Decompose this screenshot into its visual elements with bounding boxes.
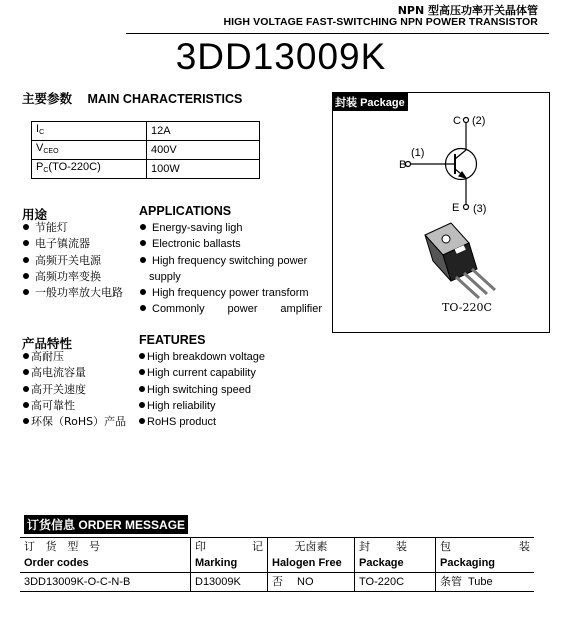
table-row	[32, 160, 260, 179]
list-item: 环保（RoHS）产品	[23, 414, 126, 430]
bullet-icon	[23, 289, 29, 295]
order-message-label: 订货信息 ORDER MESSAGE	[24, 515, 188, 534]
list-item: Electronic ballasts	[140, 236, 322, 252]
list-item: 高电流容量	[23, 365, 126, 381]
list-item: High current capability	[139, 365, 265, 381]
header-package-cn: 封 装	[355, 538, 436, 556]
list-item-continuation: supply	[149, 270, 181, 283]
header-title-cn: NPN 型高压功率开关晶体管	[397, 4, 538, 17]
package-label: 封装 Package	[333, 93, 408, 111]
main-characteristics-title	[22, 89, 242, 107]
package-cell: TO-220C	[355, 573, 436, 592]
list-item: High frequency switching power	[140, 253, 322, 269]
param-cell	[32, 141, 147, 160]
bullet-icon	[140, 240, 146, 246]
list-item: RoHS product	[139, 414, 265, 430]
table-row	[32, 122, 260, 141]
list-item: High breakdown voltage	[139, 349, 265, 365]
npn-transistor-icon	[406, 118, 477, 210]
pin-c-label: C	[453, 115, 461, 127]
bullet-icon	[23, 240, 29, 246]
bullet-icon	[23, 386, 29, 392]
to220-package-icon	[425, 223, 495, 298]
param-suffix: (TO-220C)	[48, 161, 101, 173]
halogen-cell: 否 NO	[268, 573, 355, 592]
pin-e-number: (3)	[473, 203, 487, 215]
applications-list-en	[140, 220, 322, 318]
features-list-en	[139, 349, 265, 430]
bullet-icon	[139, 369, 145, 375]
value-cell: 12A	[147, 122, 260, 141]
list-item: 高开关速度	[23, 382, 126, 398]
header-halogen-cn: 无卤素	[268, 538, 355, 556]
packaging-cell: 条管 Tube	[436, 573, 535, 592]
header-packaging-cn: 包 装	[436, 538, 535, 556]
bullet-icon	[139, 402, 145, 408]
order-code-cell: 3DD13009K-O-C-N-B	[20, 573, 191, 592]
list-item: 一般功率放大电路	[23, 285, 123, 301]
main-characteristics-title-en: MAIN CHARACTERISTICS	[87, 92, 243, 106]
pin-c-number: (2)	[472, 115, 486, 127]
list-item: 高频开关电源	[23, 253, 123, 269]
bullet-icon	[139, 418, 145, 424]
bullet-icon	[23, 224, 29, 230]
header-marking-cn: 印 记	[191, 538, 268, 556]
param-subscript: CEO	[43, 148, 59, 155]
list-item: 高频功率变换	[23, 269, 123, 285]
list-item: Energy-saving ligh	[140, 220, 322, 236]
applications-list-cn	[23, 220, 123, 301]
param-subscript: C	[39, 129, 45, 136]
list-item: 高可靠性	[23, 398, 126, 414]
table-row	[32, 141, 260, 160]
bullet-icon	[139, 386, 145, 392]
header-order-codes: Order codes	[24, 557, 89, 569]
param-cell	[32, 160, 147, 179]
list-item: High frequency power transform	[140, 285, 322, 301]
param-symbol: V	[36, 142, 44, 154]
features-title-cn: 产品特性	[22, 336, 73, 351]
part-number: 3DD13009K	[175, 36, 387, 77]
pin-b-number: (1)	[411, 147, 425, 159]
main-characteristics-table	[31, 121, 260, 179]
list-item: Commonly power amplifier	[140, 301, 322, 317]
header-marking: Marking	[191, 555, 268, 573]
bullet-icon	[23, 402, 29, 408]
bullet-icon	[140, 257, 146, 263]
pin-e-label: E	[452, 202, 460, 214]
value-cell: 100W	[147, 160, 260, 179]
pin-b-label: B	[399, 159, 407, 171]
value-cell: 400V	[147, 141, 260, 160]
table-row-header-cn	[20, 538, 534, 556]
bullet-icon	[23, 369, 29, 375]
table-row-header-en	[20, 555, 534, 573]
features-list-cn	[23, 349, 126, 430]
list-item: High switching speed	[139, 382, 265, 398]
table-row	[20, 573, 534, 592]
param-symbol: I	[36, 123, 40, 135]
main-characteristics-title-cn: 主要参数	[22, 91, 73, 106]
bullet-icon	[140, 289, 146, 295]
header-divider	[126, 33, 549, 34]
bullet-icon	[140, 224, 146, 230]
header-order-codes-cn: 订 货 型 号	[20, 538, 191, 556]
list-item: High reliability	[139, 398, 265, 414]
bullet-icon	[139, 353, 145, 359]
applications-title-cn: 用途	[22, 207, 48, 222]
header-package: Package	[355, 555, 436, 573]
list-item: 电子镇流器	[23, 236, 123, 252]
bullet-icon	[23, 353, 29, 359]
param-symbol: P	[36, 161, 44, 173]
list-item: 高耐压	[23, 349, 126, 365]
list-item: 节能灯	[23, 220, 123, 236]
applications-title-en: APPLICATIONS	[139, 204, 232, 218]
param-subscript: C	[43, 167, 49, 174]
package-diagram	[333, 93, 548, 331]
bullet-icon	[23, 257, 29, 263]
header-packaging: Packaging	[436, 555, 535, 573]
bullet-icon	[140, 305, 146, 311]
header-halogen: Halogen Free	[268, 555, 355, 573]
package-name-label: TO-220C	[442, 301, 492, 314]
header-title-en: HIGH VOLTAGE FAST-SWITCHING NPN POWER TRANSISTOR	[223, 16, 538, 28]
bullet-icon	[23, 418, 29, 424]
marking-cell: D13009K	[191, 573, 268, 592]
features-title-en: FEATURES	[139, 333, 206, 347]
order-table	[20, 537, 534, 592]
bullet-icon	[23, 273, 29, 279]
param-cell	[32, 122, 147, 141]
